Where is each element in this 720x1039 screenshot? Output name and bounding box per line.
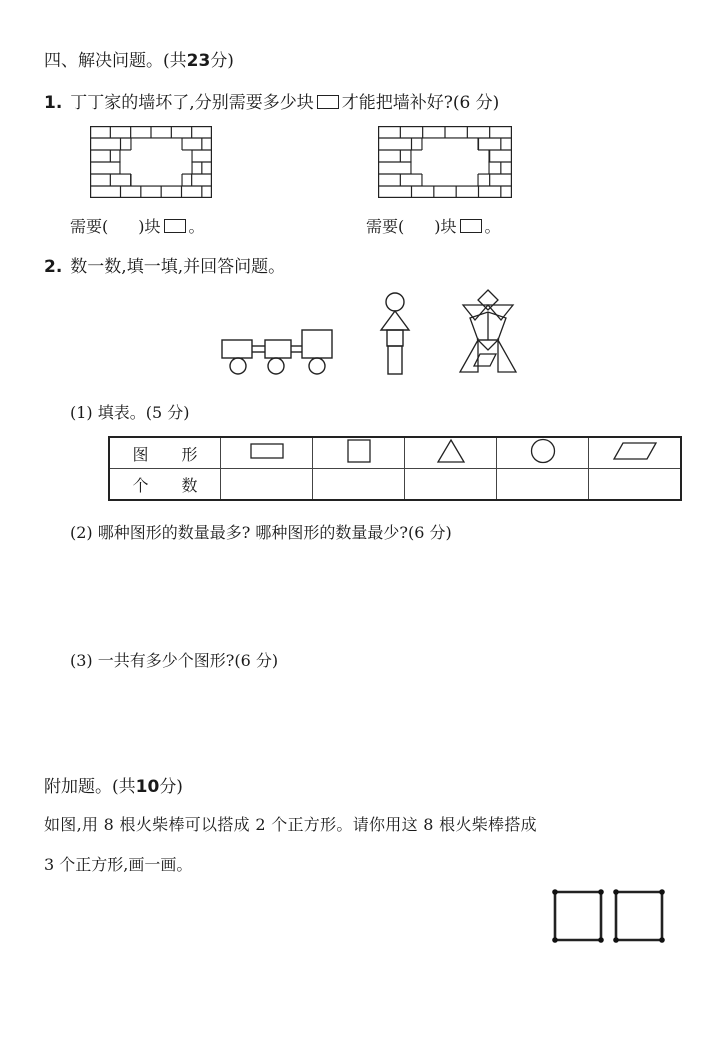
question-1: 1. 丁丁家的墙坏了,分别需要多少块 才能把墙补好?(6 分) bbox=[44, 93, 500, 113]
question-number: 1. bbox=[44, 93, 63, 113]
bonus-text-line-2: 3 个正方形,画一画。 bbox=[44, 855, 193, 874]
bonus-text-line-1: 如图,用 8 根火柴棒可以搭成 2 个正方形。请你用这 8 根火柴棒搭成 bbox=[44, 815, 537, 834]
count-cell-parallelogram[interactable] bbox=[589, 469, 682, 501]
table-row-shapes bbox=[109, 437, 681, 469]
matchstick-squares-figure bbox=[550, 888, 670, 946]
shapes-table bbox=[108, 436, 682, 501]
circle-icon bbox=[497, 437, 589, 469]
question-number: 2. bbox=[44, 257, 63, 277]
sub-question-3: (3) 一共有多少个图形?(6 分) bbox=[70, 651, 279, 670]
broken-wall-left bbox=[90, 126, 212, 198]
brick-icon bbox=[460, 219, 482, 233]
brick-icon bbox=[164, 219, 186, 233]
table-row-counts bbox=[109, 469, 681, 501]
tangram-person-figure bbox=[458, 290, 518, 378]
section-4-title: 四、解决问题。(共23分) bbox=[44, 51, 234, 71]
count-cell-triangle[interactable] bbox=[405, 469, 497, 501]
parallelogram-icon bbox=[589, 437, 682, 469]
count-cell-rectangle[interactable] bbox=[221, 469, 313, 501]
broken-wall-right bbox=[378, 126, 512, 198]
square-icon bbox=[313, 437, 405, 469]
count-cell-circle[interactable] bbox=[497, 469, 589, 501]
bonus-title: 附加题。(共10分) bbox=[44, 777, 183, 797]
row-label-shapes: 图 形 bbox=[109, 437, 221, 469]
row-label-counts: 个 数 bbox=[109, 469, 221, 501]
question-2: 2. 数一数,填一填,并回答问题。 bbox=[44, 257, 286, 277]
person-figure bbox=[378, 292, 412, 376]
sub-question-2: (2) 哪种图形的数量最多? 哪种图形的数量最少?(6 分) bbox=[70, 523, 452, 542]
train-figure bbox=[220, 328, 335, 376]
answer-line-right: 需要( )块 。 bbox=[366, 217, 501, 236]
triangle-icon bbox=[405, 437, 497, 469]
sub-question-1: (1) 填表。(5 分) bbox=[70, 403, 190, 422]
count-cell-square[interactable] bbox=[313, 469, 405, 501]
rectangle-icon bbox=[221, 437, 313, 469]
answer-line-left: 需要( )块 。 bbox=[70, 217, 205, 236]
brick-icon bbox=[317, 95, 339, 109]
